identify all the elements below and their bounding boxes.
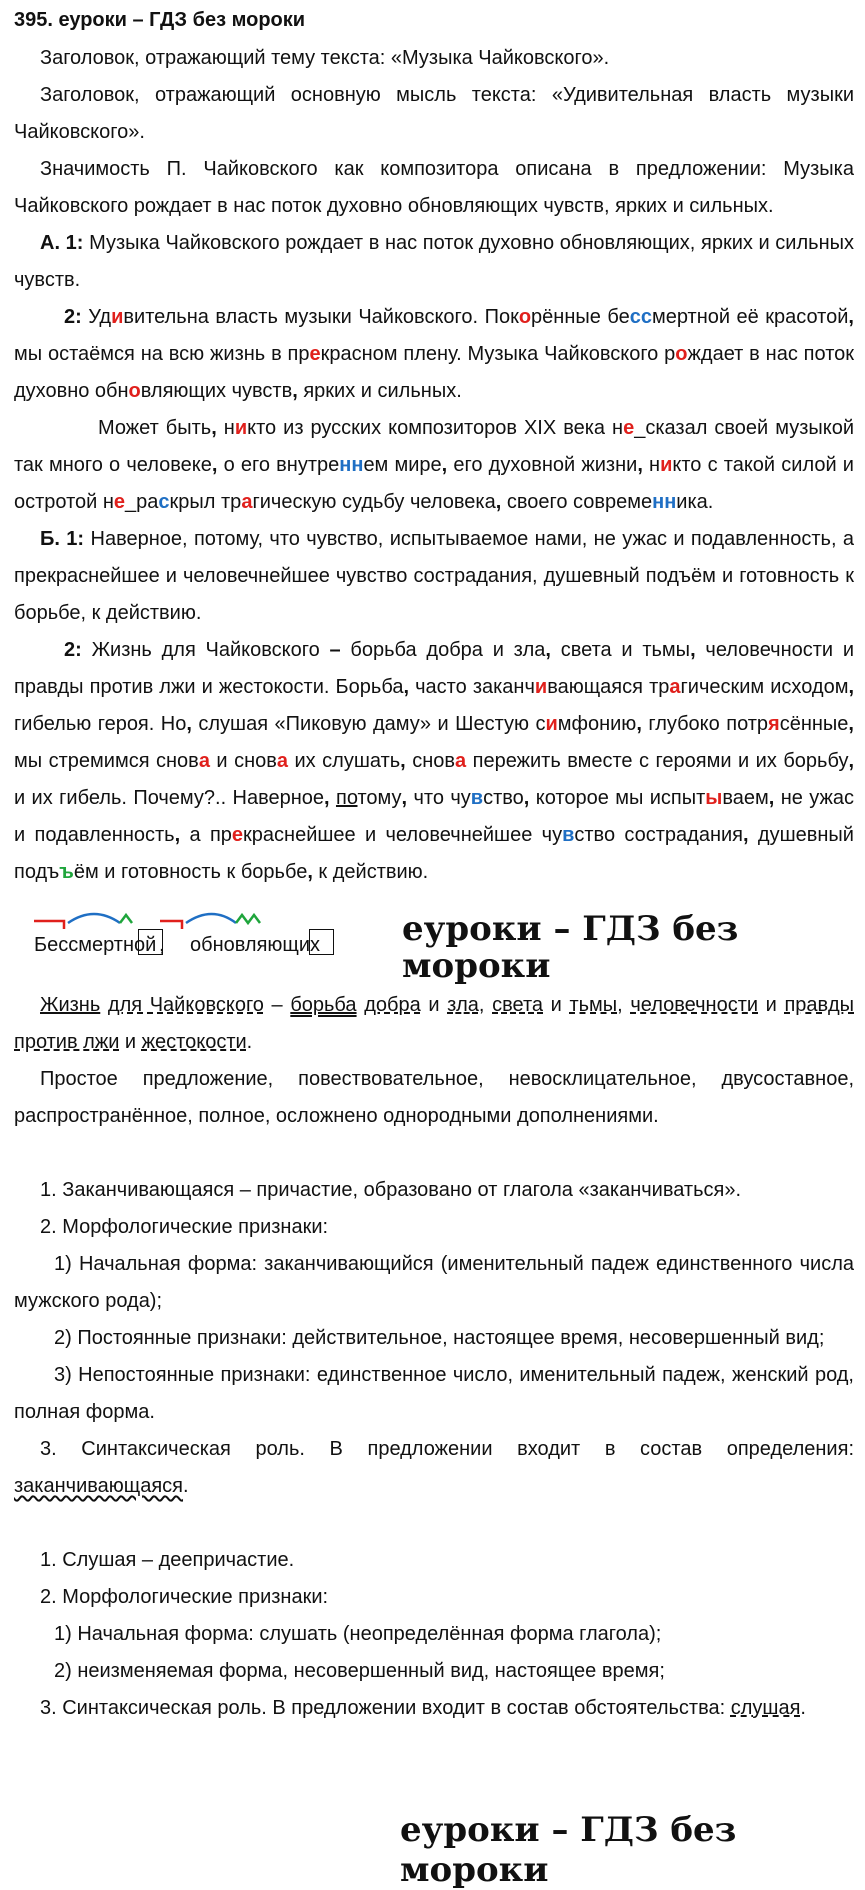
root-arc-2 xyxy=(186,914,236,923)
part2-line1: 1. Слушая – деепричастие. xyxy=(40,1549,295,1571)
watermark-1: еуроки – ГДЗ без мороки xyxy=(402,909,739,986)
page-title: 395. еуроки – ГДЗ без мороки xyxy=(14,9,306,31)
part2-line4: 2) неизменяемая форма, несовершенный вид, настоящее время; xyxy=(54,1660,665,1682)
watermark-2: еуроки – ГДЗ без мороки xyxy=(400,1810,737,1890)
suffix-mark-2 xyxy=(236,915,260,923)
part1-line2: 2. Морфологические признаки: xyxy=(40,1216,329,1238)
part1-line1: 1. Заканчивающаяся – причастие, образовано от глагола «заканчиваться». xyxy=(40,1179,742,1201)
part1-line3: 1) Начальная форма: заканчивающийся (именительный падеж единственного числа мужского рода); xyxy=(14,1253,854,1312)
ending-box-2 xyxy=(309,929,334,955)
part1-line4: 2) Постоянные признаки: действительное, настоящее время, несовершенный вид; xyxy=(54,1327,825,1349)
paragraph-theme-title: Заголовок, отражающий тему текста: «Музыка Чайковского». xyxy=(40,47,610,69)
answer-b2-label: 2: xyxy=(64,639,82,661)
morph-word-1: Бессмертной xyxy=(34,934,157,956)
answer-a1-text: Музыка Чайковского рождает в нас поток духовно обновляющих, ярких и сильных чувств. xyxy=(14,232,854,291)
part2-line5: 3. Синтаксическая роль. В предложении входит в состав обстоятельства: слушая. xyxy=(40,1697,806,1719)
answer-b1 xyxy=(14,521,854,632)
answer-a2-continued: Может быть, никто из русских композиторов XIX века не_сказал своей музыкой так много о человеке, о его внутреннем мире, его духовной жизни, никто с такой силой и остротой не_раскрыл трагическую судьбу человека, своего современника. xyxy=(14,417,855,513)
morph-word-2: обновляющих xyxy=(190,934,321,956)
morph-word-sep: , xyxy=(159,934,165,956)
answer-b2: 2: Жизнь для Чайковского – борьба добра и зла, света и тьмы, человечности и правды против лжи и жестокости. Борьба, часто заканчивающаяся трагическим исходом, гибелью героя. Но, слушая «Пиковую даму» и Шестую симфонию, глубоко потрясённые, мы стремимся снова и снова их слушать, снова пережить вместе с героями и их борьбу, и их гибель. Почему?.. Наверное, потому, что чувство, которое мы испытываем, не ужас и подавленность, а прекраснейшее и человечнейшее чувство сострадания, душевный подъъём и готовность к борьбе, к действию. xyxy=(14,639,855,883)
suffix-mark-1 xyxy=(120,915,132,923)
paragraph-significance: Значимость П. Чайковского как композитора описана в предложении: Музыка Чайковского рождает в нас поток духовно обновляющих чувств, ярких и сильных. xyxy=(14,158,854,217)
part2-line3: 1) Начальная форма: слушать (неопределённая форма глагола); xyxy=(54,1623,662,1645)
part1-word: заканчивающаяся xyxy=(14,1475,184,1497)
answer-a2: 2: Удивительна власть музыки Чайковского. Покорённые бессмертной её красотой, мы остаёмся на всю жизнь в прекрасном плену. Музыка Чайковского рождает в нас поток духовно обновляющих чувств, ярких и сильных. xyxy=(14,306,855,402)
part1-line6: 3. Синтаксическая роль. В предложении входит в состав определения: заканчивающаяся. xyxy=(14,1438,854,1497)
answer-b1-text: Наверное, потому, что чувство, испытываемое нами, не ужас и подавленность, а прекраснейшее и человечнейшее чувство сострадания, душевный подъём и готовность к борьбе, к действию. xyxy=(14,528,855,624)
syntax-sentence: Жизнь для Чайковского – борьба добра и зла, света и тьмы, человечности и правды против лжи и жестокости. xyxy=(14,994,854,1053)
part2-line2: 2. Морфологические признаки: xyxy=(40,1586,329,1608)
document-page xyxy=(14,0,854,1727)
answer-a1 xyxy=(14,225,854,299)
syntax-characteristic: Простое предложение, повествовательное, невосклицательное, двусоставное, распространённое, полное, осложнено однородными дополнениями. xyxy=(14,1068,854,1127)
root-arc-1 xyxy=(68,914,120,923)
answer-a2-label: 2: xyxy=(64,306,82,328)
answer-b1-label: Б. 1: xyxy=(40,528,85,550)
ending-box-1 xyxy=(138,929,163,955)
part2-word: слушая xyxy=(730,1697,801,1719)
paragraph-main-idea-title: Заголовок, отражающий основную мысль текста: «Удивительная власть музыки Чайковского». xyxy=(14,84,854,143)
part1-line5: 3) Непостоянные признаки: единственное число, именительный падеж, женский род, полная форма. xyxy=(14,1364,854,1423)
morpheme-analysis xyxy=(14,891,854,987)
answer-a1-label: А. 1: xyxy=(40,232,84,254)
